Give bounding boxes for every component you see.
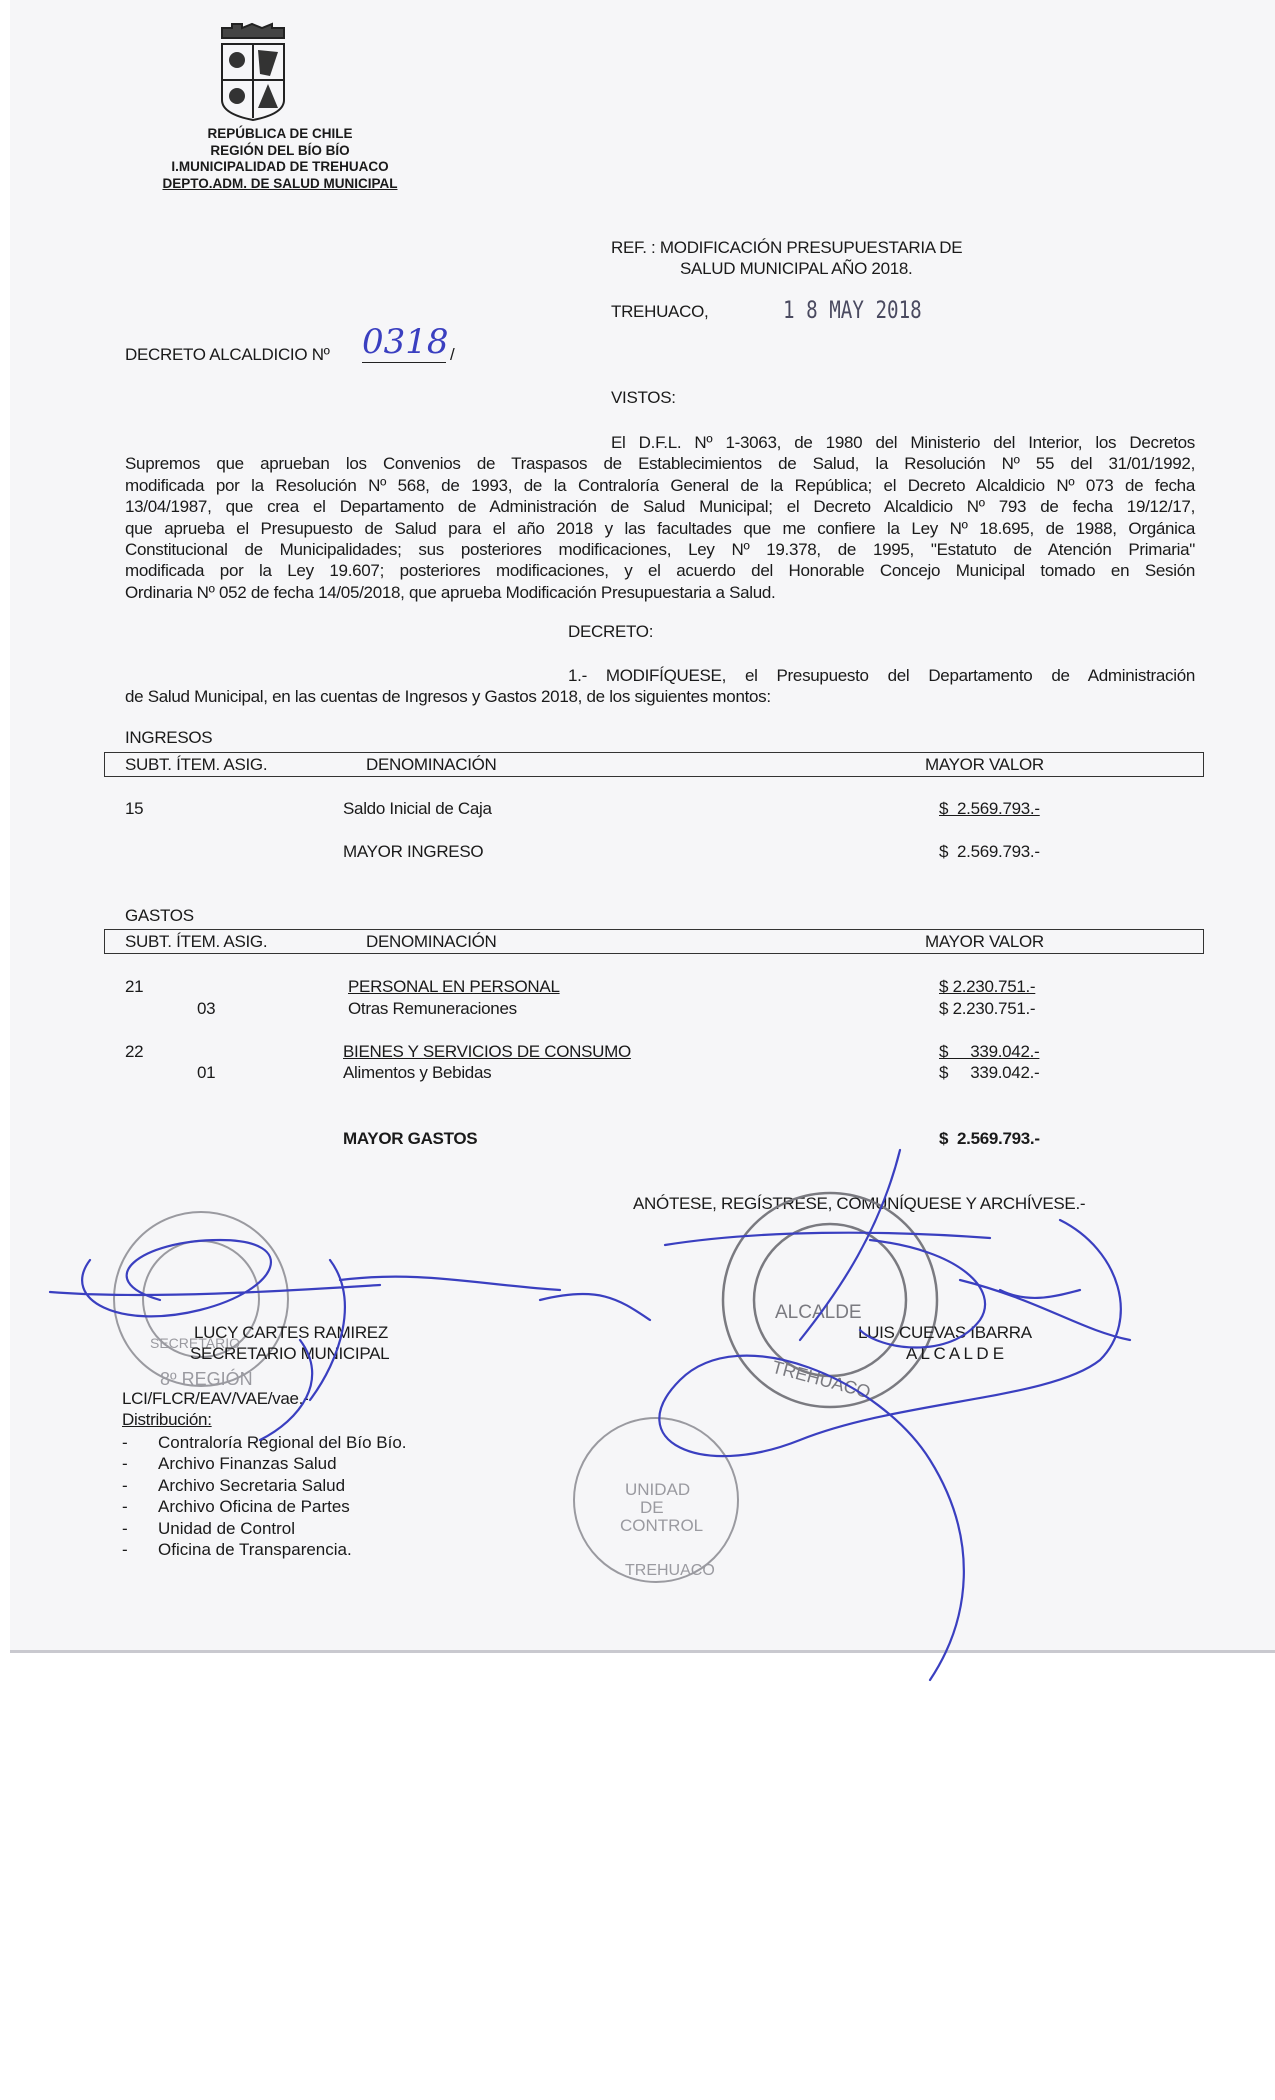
total-value: $ 2.569.793.-	[939, 842, 1040, 861]
row-value: $ 2.569.793.-	[939, 799, 1040, 818]
stamp-text: CONTROL	[620, 1516, 704, 1535]
header-line: DEPTO.ADM. DE SALUD MUNICIPAL	[162, 175, 398, 191]
row-name: BIENES Y SERVICIOS DE CONSUMO	[343, 1042, 631, 1061]
secretary-title: SECRETARIO MUNICIPAL	[190, 1344, 390, 1363]
mayor-title: A L C A L D E	[906, 1344, 1004, 1363]
closing-formula: ANÓTESE, REGÍSTRESE, COMUNÍQUESE Y ARCHÍVESE.-	[633, 1194, 1086, 1213]
paragraph-line: Ordinaria Nº 052 de fecha 14/05/2018, que aprueba Modificación Presupuestaria a Salud.	[125, 582, 776, 602]
total-name: MAYOR INGRESO	[343, 842, 484, 861]
stamp-text: ALCALDE	[775, 1302, 862, 1323]
subt: 22	[125, 1042, 144, 1061]
paragraph-line: que aprueba el Presupuesto de Salud para el año 2018 y las facultades que me confiere la Ley Nº 18.695, de 1988, Orgánica	[125, 518, 1195, 538]
col-name: DENOMINACIÓN	[366, 755, 497, 774]
item: 03	[197, 999, 216, 1018]
date-stamp: 1 8 MAY 2018	[783, 296, 922, 324]
row-value: $ 2.230.751.-	[939, 999, 1036, 1018]
list-item: - Archivo Finanzas Salud	[122, 1454, 337, 1474]
stamp-text: DE	[640, 1498, 664, 1517]
vistos-heading: VISTOS:	[611, 388, 676, 407]
item: 01	[197, 1063, 216, 1082]
ingresos-title: INGRESOS	[125, 728, 213, 747]
list-item-label: Archivo Secretaria Salud	[158, 1475, 346, 1495]
paragraph-line: modificada por la Resolución Nº 568, de 1993, de la Contraloría General de la República; el Decreto Alcaldicio Nº 073 de fecha	[125, 475, 1195, 495]
subt: 21	[125, 977, 144, 996]
row-name: PERSONAL EN PERSONAL	[348, 977, 560, 996]
decree-number: 0318	[362, 322, 449, 362]
paragraph-line: modificada por la Ley 19.607; posteriores modificaciones, y el acuerdo del Honorable Concejo Municipal tomado en Sesión	[125, 561, 1195, 581]
list-item-label: Contraloría Regional del Bío Bío.	[158, 1433, 407, 1452]
place: TREHUACO,	[611, 302, 709, 321]
paragraph-line: El D.F.L. Nº 1-3063, de 1980 del Ministerio del Interior, los Decretos	[611, 433, 1195, 452]
header-line: REPÚBLICA DE CHILE	[207, 126, 353, 141]
row-value: $ 339.042.-	[939, 1042, 1040, 1061]
col-code: SUBT. ÍTEM. ASIG.	[125, 755, 268, 774]
list-item: - Oficina de Transparencia.	[122, 1540, 352, 1560]
list-item: - Unidad de Control	[122, 1518, 296, 1538]
mayor-signature	[659, 1150, 1130, 1680]
list-item-label: Unidad de Control	[158, 1518, 296, 1538]
row-name: Otras Remuneraciones	[348, 999, 517, 1018]
stamp-text: SECRETARIO	[150, 1335, 240, 1351]
subt: 15	[125, 799, 144, 818]
row-value: $ 339.042.-	[939, 1063, 1040, 1082]
list-item-label: Archivo Oficina de Partes	[158, 1497, 350, 1517]
paragraph-line: 1.- MODIFÍQUESE, el Presupuesto del Departamento de Administración	[568, 666, 1195, 685]
col-name: DENOMINACIÓN	[366, 932, 497, 951]
mayor-name: LUIS CUEVAS IBARRA	[858, 1323, 1032, 1342]
col-code: SUBT. ÍTEM. ASIG.	[125, 932, 268, 951]
paragraph-line: Supremos que aprueban los Convenios de Traspasos de Establecimientos de Salud, la Resolución Nº 55 del 31/01/1992,	[125, 454, 1195, 474]
ref-line-1: REF. : MODIFICACIÓN PRESUPUESTARIA DE	[611, 238, 963, 257]
distribution-title: Distribución:	[122, 1410, 212, 1429]
secretary-name: LUCY CARTES RAMIREZ	[194, 1323, 388, 1342]
total-name: MAYOR GASTOS	[343, 1129, 478, 1148]
stamp-text: TREHUACO	[769, 1356, 873, 1403]
row-name: Alimentos y Bebidas	[343, 1063, 492, 1082]
ref-line-2: SALUD MUNICIPAL AÑO 2018.	[680, 259, 913, 278]
decreto-heading: DECRETO:	[568, 622, 654, 641]
list-item: - Contraloría Regional del Bío Bío.	[122, 1433, 407, 1452]
list-item-label: Archivo Finanzas Salud	[158, 1454, 337, 1474]
initials: LCI/FLCR/EAV/VAE/vae.-	[122, 1389, 309, 1408]
stamp-text: UNIDAD	[625, 1480, 691, 1499]
list-item-label: Oficina de Transparencia.	[158, 1540, 352, 1560]
paragraph-line: Constitucional de Municipalidades; sus posteriores modificaciones, Ley Nº 19.378, de 1995, "Estatuto de Atención Primaria"	[125, 540, 1195, 560]
total-value: $ 2.569.793.-	[939, 1129, 1040, 1148]
stamp-text: TREHUACO	[625, 1562, 715, 1579]
list-item: - Archivo Oficina de Partes	[122, 1497, 350, 1517]
decree-label: DECRETO ALCALDICIO Nº	[125, 345, 330, 364]
paragraph-line: 13/04/1987, que crea el Departamento de Administración de Salud Municipal; el Decreto Alcaldicio Nº 793 de fecha 19/12/17,	[125, 497, 1195, 517]
paragraph-line: de Salud Municipal, en las cuentas de Ingresos y Gastos 2018, de los siguientes montos:	[125, 687, 771, 707]
col-value: MAYOR VALOR	[925, 755, 1044, 774]
row-name: Saldo Inicial de Caja	[343, 799, 492, 818]
col-value: MAYOR VALOR	[925, 932, 1044, 951]
gastos-title: GASTOS	[125, 906, 194, 925]
secretary-signature	[50, 1240, 650, 1440]
stamp-text: 8º REGIÓN	[160, 1369, 253, 1389]
header-line: REGIÓN DEL BÍO BÍO	[210, 142, 350, 158]
header-line: I.MUNICIPALIDAD DE TREHUACO	[171, 159, 389, 174]
row-value: $ 2.230.751.-	[939, 977, 1036, 996]
list-item: - Archivo Secretaria Salud	[122, 1475, 346, 1495]
slash: /	[450, 345, 455, 364]
